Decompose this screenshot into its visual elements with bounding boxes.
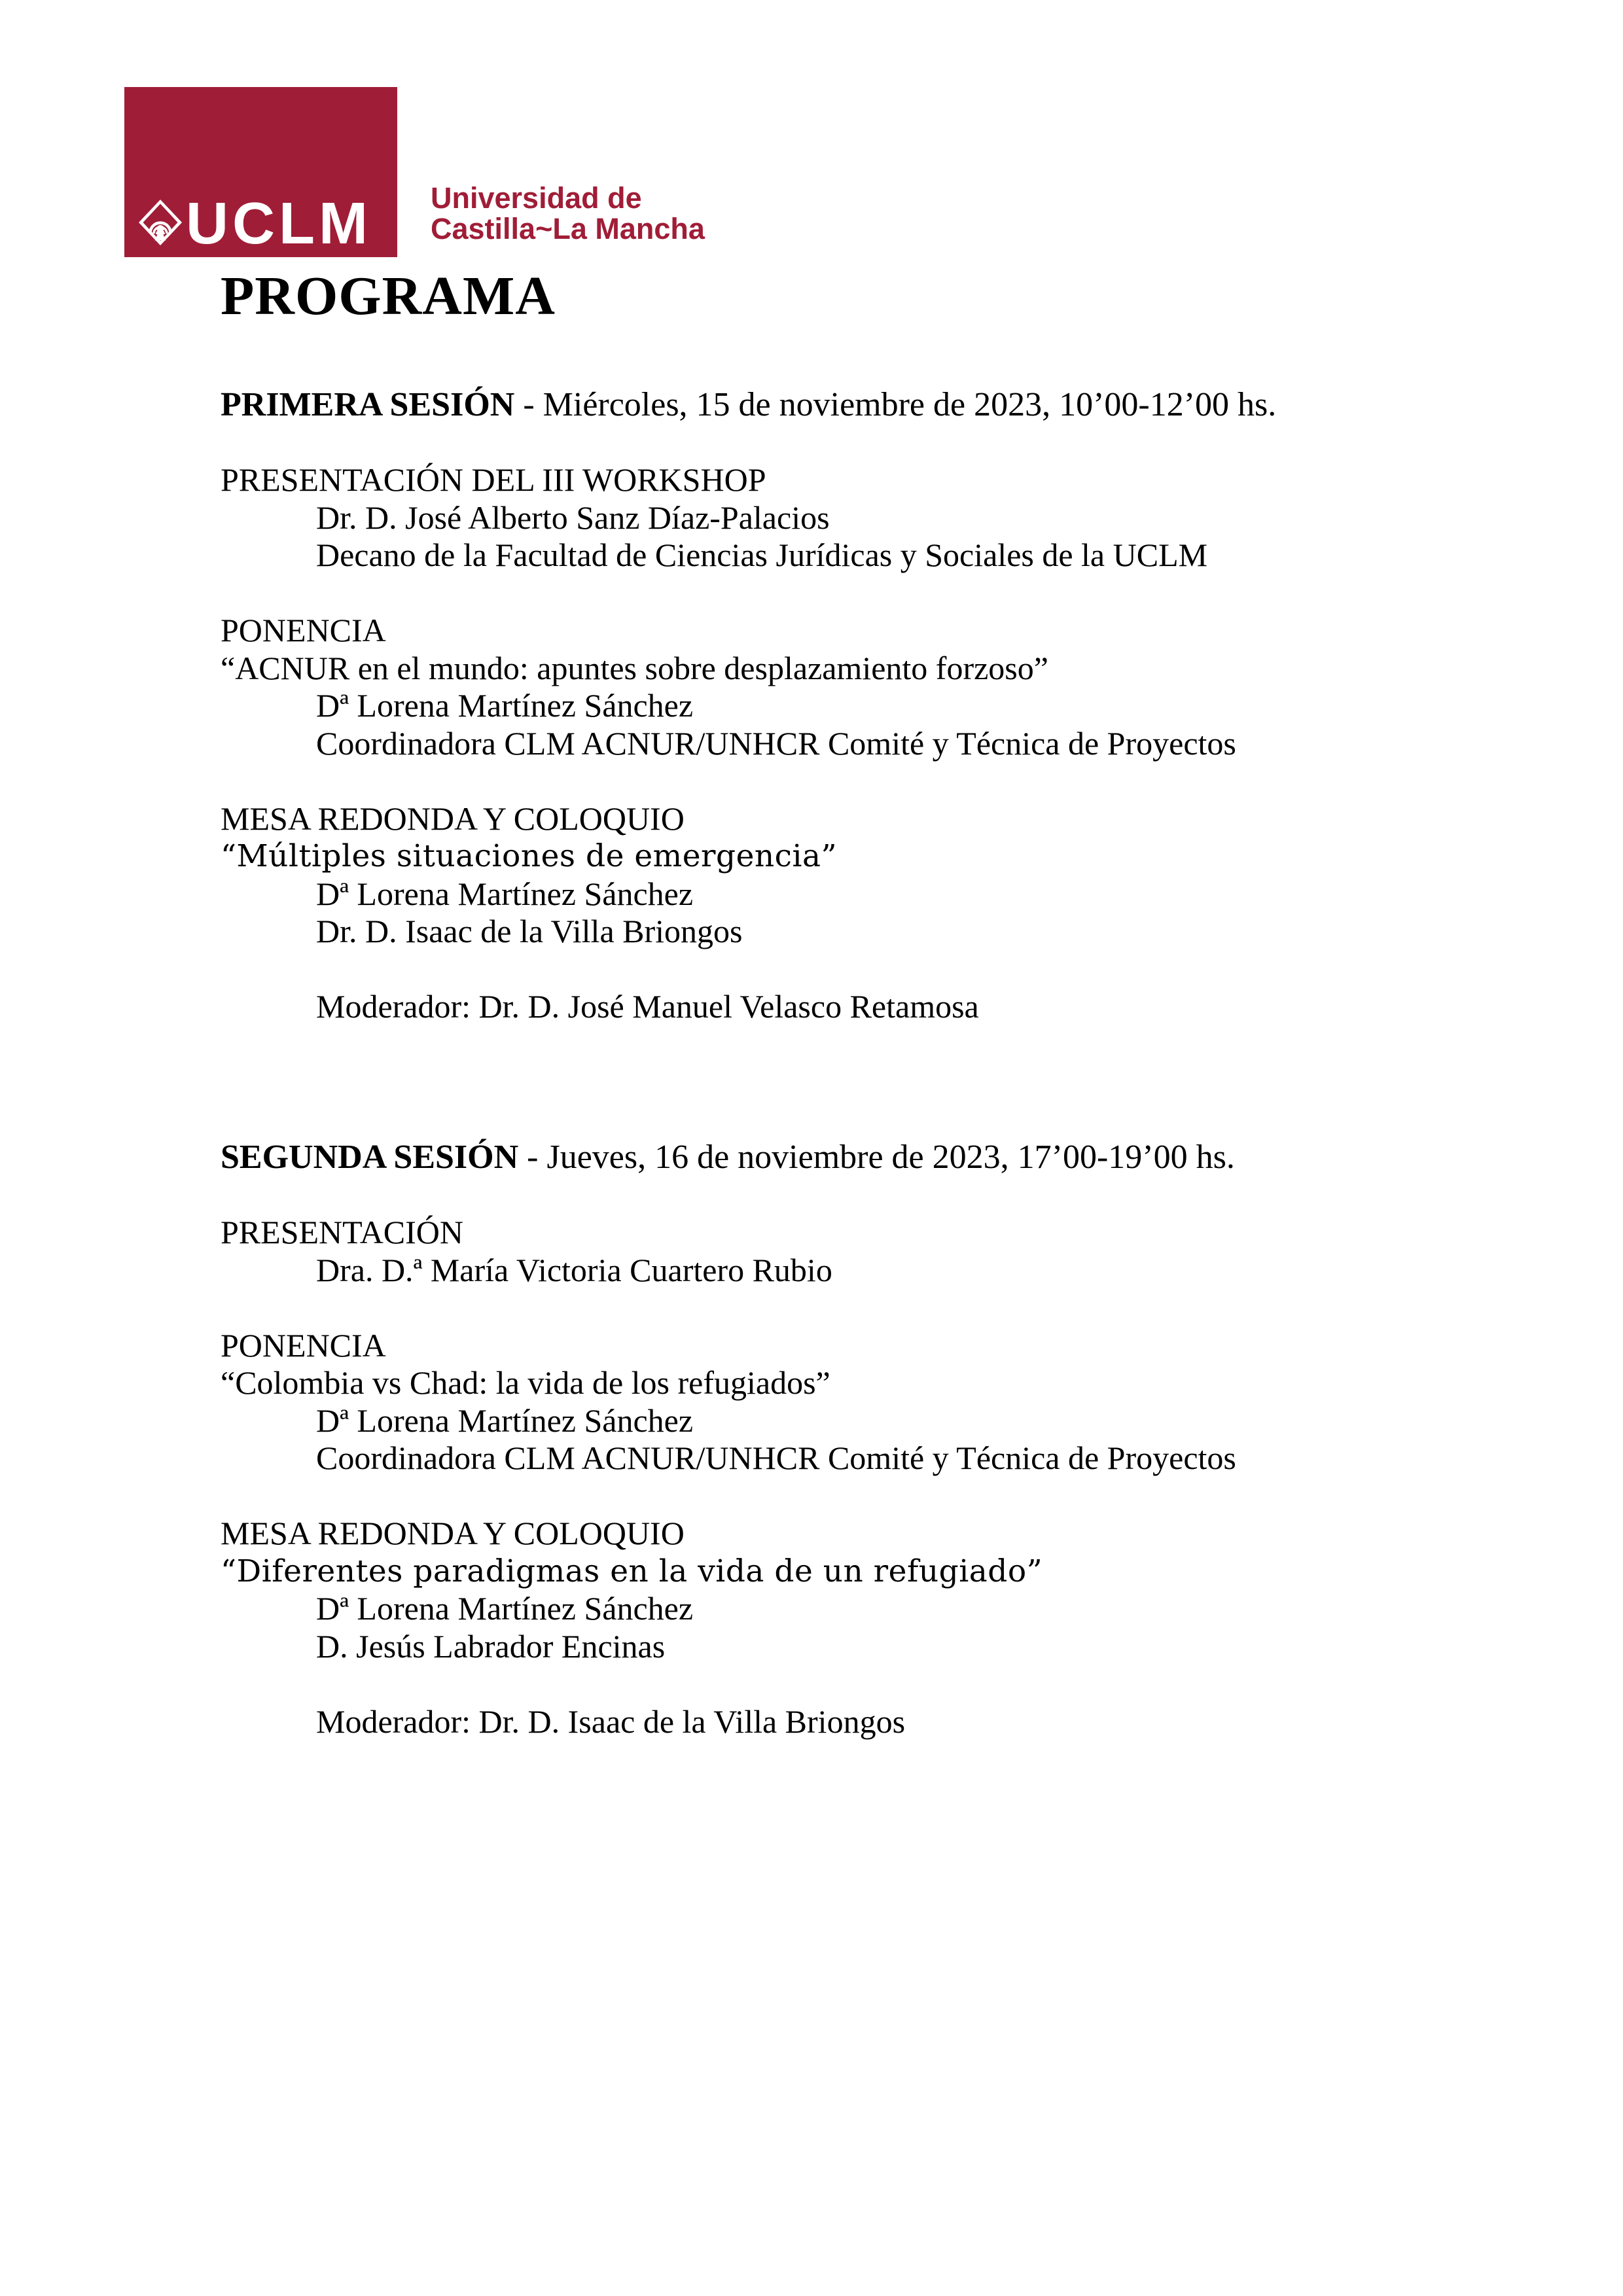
session-2-heading-date: - Jueves, 16 de noviembre de 2023, 17’00-19’00 hs. [518, 1139, 1235, 1176]
university-name-line1: Universidad de [431, 181, 642, 215]
university-name [431, 183, 705, 244]
university-name-line2: Castilla~La Mancha [431, 212, 705, 245]
person-role: Coordinadora CLM ACNUR/UNHCR Comité y Técnica de Proyectos [316, 1439, 1236, 1476]
session-1-heading-name: PRIMERA SESIÓN [221, 386, 515, 423]
session-1-heading [221, 386, 1438, 424]
session-1-block-presentacion [221, 461, 1438, 574]
session-2-block-ponencia [221, 1327, 1438, 1477]
person: Dra. D.ª María Victoria Cuartero Rubio [316, 1251, 832, 1288]
session-2-block-mesa-redonda [221, 1515, 1438, 1665]
block-title: MESA REDONDA Y COLOQUIO [221, 800, 685, 837]
person: Dª Lorena Martínez Sánchez [316, 1402, 694, 1439]
session-2-heading [221, 1139, 1438, 1176]
talk-title: “Diferentes paradigmas en la vida de un refugiado” [221, 1553, 1043, 1589]
person: Dª Lorena Martínez Sánchez [316, 875, 694, 912]
block-title: PRESENTACIÓN [221, 1214, 464, 1250]
session-1-block-ponencia [221, 612, 1438, 762]
person: Dª Lorena Martínez Sánchez [316, 687, 694, 724]
block-title: MESA REDONDA Y COLOQUIO [221, 1515, 685, 1551]
uclm-logo-block [124, 87, 397, 257]
person: Dr. D. José Alberto Sanz Díaz-Palacios [316, 499, 830, 536]
session-1-moderator: Moderador: Dr. D. José Manuel Velasco Retamosa [316, 988, 979, 1025]
uclm-diamond-emblem-icon [139, 200, 182, 245]
person-role: Decano de la Facultad de Ciencias Jurídicas y Sociales de la UCLM [316, 537, 1208, 573]
person: Dª Lorena Martínez Sánchez [316, 1590, 694, 1627]
block-title: PONENCIA [221, 612, 386, 648]
session-2-moderator: Moderador: Dr. D. Isaac de la Villa Briongos [316, 1703, 906, 1740]
page-title: PROGRAMA [221, 266, 556, 327]
person: Dr. D. Isaac de la Villa Briongos [316, 913, 743, 949]
person: D. Jesús Labrador Encinas [316, 1627, 666, 1665]
session-1-block-mesa-redonda [221, 800, 1438, 951]
session-2 [221, 1139, 1438, 1740]
session-1-heading-date: - Miércoles, 15 de noviembre de 2023, 10’00-12’00 hs. [514, 386, 1277, 423]
uclm-acronym: UCLM [186, 191, 372, 256]
session-2-block-presentacion [221, 1214, 1438, 1289]
session-2-heading-name: SEGUNDA SESIÓN [221, 1139, 519, 1176]
talk-title: “Múltiples situaciones de emergencia” [221, 838, 838, 874]
block-title: PONENCIA [221, 1326, 386, 1364]
block-title: PRESENTACIÓN DEL III WORKSHOP [221, 461, 766, 498]
talk-title: “Colombia vs Chad: la vida de los refugiados” [221, 1364, 830, 1401]
session-1 [221, 386, 1438, 1026]
program-content [221, 386, 1438, 1740]
person-role: Coordinadora CLM ACNUR/UNHCR Comité y Técnica de Proyectos [316, 724, 1236, 762]
talk-title: “ACNUR en el mundo: apuntes sobre desplazamiento forzoso” [221, 649, 1048, 686]
